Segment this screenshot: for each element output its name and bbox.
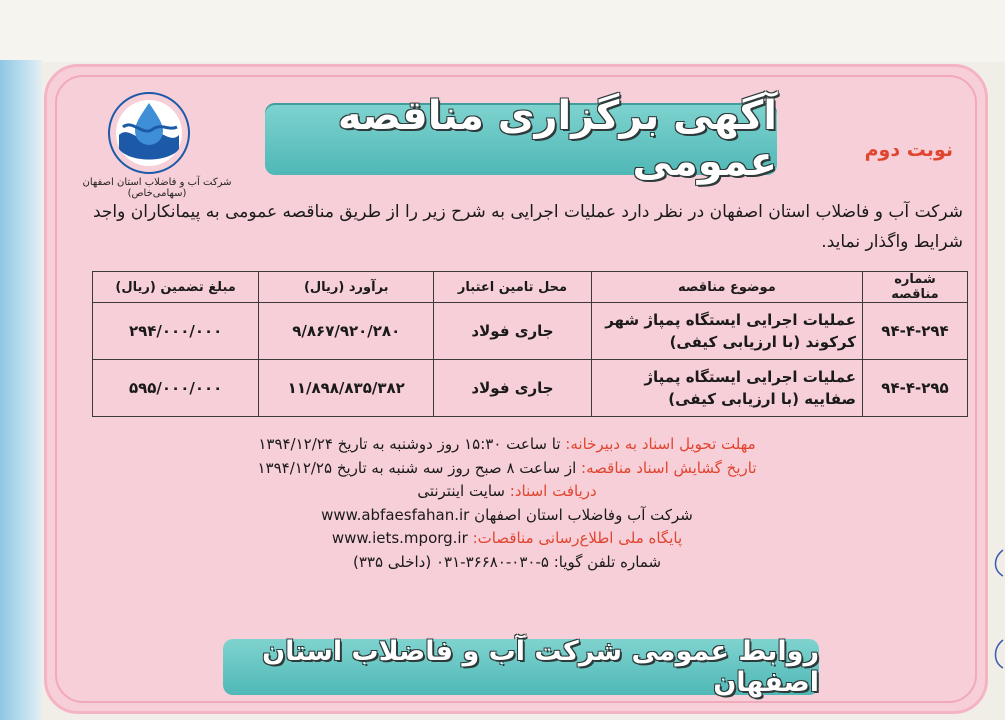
receive-value: سایت اینترنتی bbox=[417, 482, 505, 500]
deadline-value: تا ساعت ۱۵:۳۰ روز دوشنبه به تاریخ ۱۳۹۴/۱۲/۲۴ bbox=[258, 435, 561, 453]
receive-label: دریافت اسناد: bbox=[509, 482, 597, 500]
intro-paragraph: شرکت آب و فاضلاب استان اصفهان در نظر دارد عملیات اجرایی به شرح زیر را از طریق مناقصه عمومی به پیمانکاران واجد شرایط واگذار نماید. bbox=[93, 202, 963, 252]
phone-line: شماره تلفن گویا: ۵-۰۳۰-۳۶۶۸۰-۰۳۱ (داخلی ۳۳۵) bbox=[352, 552, 662, 571]
header-funding: محل تامین اعتبار bbox=[434, 272, 592, 303]
newspaper-top-margin bbox=[0, 0, 1005, 62]
deadline-line bbox=[207, 433, 807, 457]
logo-caption: شرکت آب و فاضلاب استان اصفهان (سهامی‌خاص) bbox=[82, 177, 232, 199]
tender-subject: عملیات اجرایی ایستگاه پمپاژ صفاییه (با ارزیابی کیفی) bbox=[591, 360, 862, 417]
company-website-link[interactable]: www.abfaesfahan.ir bbox=[321, 505, 470, 524]
portal-line bbox=[207, 527, 807, 551]
tender-guarantee: ۵۹۵/۰۰۰/۰۰۰ bbox=[93, 360, 259, 417]
pen-marks bbox=[989, 540, 1005, 690]
portal-label: پایگاه ملی اطلاع‌رسانی مناقصات: bbox=[472, 529, 683, 547]
table-row bbox=[93, 360, 968, 417]
tender-advertisement bbox=[44, 64, 988, 714]
tender-guarantee: ۲۹۴/۰۰۰/۰۰۰ bbox=[93, 303, 259, 360]
opening-label: تاریخ گشایش اسناد مناقصه: bbox=[581, 458, 757, 477]
page-title: آگهی برگزاری مناقصه عمومی bbox=[337, 93, 777, 185]
portal-website-link[interactable]: www.iets.mporg.ir bbox=[331, 529, 468, 547]
tender-funding: جاری فولاد bbox=[434, 303, 592, 360]
footer-banner bbox=[223, 636, 819, 698]
tender-table bbox=[92, 271, 968, 417]
footer-text: روابط عمومی شرکت آب و فاضلاب استان اصفهان bbox=[262, 636, 819, 698]
header-number: شماره مناقصه bbox=[863, 272, 968, 303]
newspaper-left-strip bbox=[0, 60, 42, 720]
tender-subject: عملیات اجرایی ایستگاه پمپاژ شهر کرکوند (با ارزیابی کیفی) bbox=[591, 303, 862, 360]
tender-funding: جاری فولاد bbox=[434, 360, 592, 417]
turn-label: نوبت دوم bbox=[864, 139, 953, 161]
table-header-row bbox=[93, 272, 968, 303]
receive-line bbox=[207, 480, 807, 504]
tender-estimate: ۹/۸۶۷/۹۲۰/۲۸۰ bbox=[259, 303, 434, 360]
company-line bbox=[207, 504, 807, 528]
header-guarantee: مبلغ تضمین (ریال) bbox=[93, 272, 259, 303]
deadline-label: مهلت تحویل اسناد به دبیرخانه: bbox=[565, 435, 756, 453]
company-label: شرکت آب وفاضلاب استان اصفهان bbox=[474, 505, 693, 524]
opening-value: از ساعت ۸ صبح روز سه شنبه به تاریخ ۱۳۹۴/۱۲/۲۵ bbox=[257, 458, 577, 477]
tender-number: ۹۴-۴-۲۹۵ bbox=[863, 360, 968, 417]
header-estimate: برآورد (ریال) bbox=[259, 272, 434, 303]
header-subject: موضوع مناقصه bbox=[591, 272, 862, 303]
opening-line bbox=[207, 457, 807, 481]
tender-number: ۹۴-۴-۲۹۴ bbox=[863, 303, 968, 360]
table-row bbox=[93, 303, 968, 360]
title-banner bbox=[265, 93, 777, 185]
water-drop-logo-icon bbox=[105, 89, 193, 177]
tender-estimate: ۱۱/۸۹۸/۸۳۵/۳۸۲ bbox=[259, 360, 434, 417]
tender-notes bbox=[207, 433, 807, 574]
